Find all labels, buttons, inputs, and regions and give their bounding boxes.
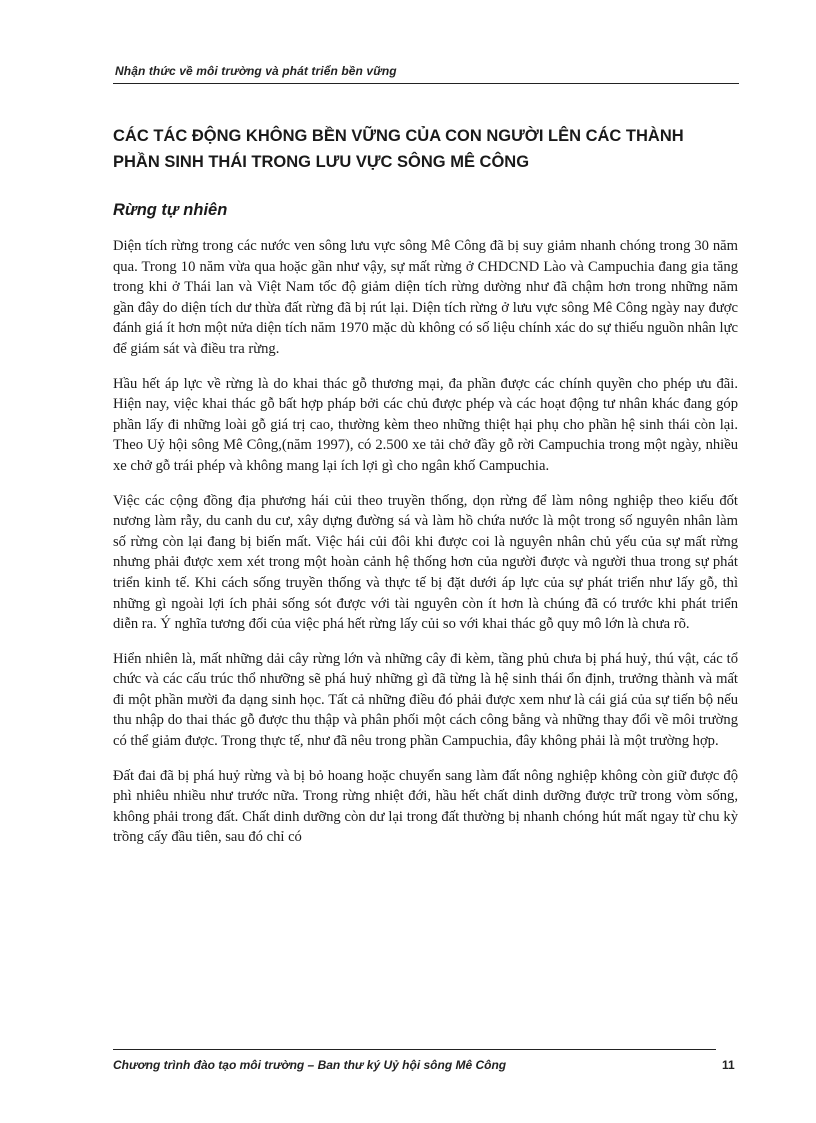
chapter-title (113, 123, 753, 175)
paragraph: Đất đai đã bị phá huỷ rừng và bị bỏ hoang hoặc chuyển sang làm đất nông nghiệp không còn giữ được độ phì nhiêu nhiều như trước nữa. Trong rừng nhiệt đới, hầu hết chất dinh dưỡng được trữ trong vòm sống, không phải trong đất. Chất dinh dưỡng còn dư lại trong đất thường bị nhanh chóng hút mất ngay từ chu kỳ trồng cấy đầu tiên, sau đó chỉ có (113, 767, 738, 846)
running-header: Nhận thức về môi trường và phát triển bền vững (115, 64, 397, 78)
page-number: 11 (722, 1058, 735, 1072)
paragraph: Diện tích rừng trong các nước ven sông lưu vực sông Mê Công đã bị suy giảm nhanh chóng trong 30 năm qua. Trong 10 năm vừa qua hoặc gần như vậy, sự mất rừng ở CHDCND Lào và Campuchia đang gia tăng trong khi ở Thái lan và Việt Nam tốc độ giảm diện tích rừng dường như đã chậm hơn trong những năm gần đây do diện tích dư thừa đất rừng đã bị rút lại. Diện tích rừng ở lưu vực sông Mê Công ngày nay được đánh giá ít hơn một nửa diện tích năm 1970 mặc dù không có số liệu chính xác do sự thiếu nguồn nhân lực để giám sát và điều tra rừng. (113, 238, 738, 357)
section-heading: Rừng tự nhiên (113, 201, 228, 219)
chapter-title-line-2: PHẦN SINH THÁI TRONG LƯU VỰC SÔNG MÊ CÔNG (113, 153, 530, 171)
paragraph: Hiển nhiên là, mất những dải cây rừng lớn và những cây đi kèm, tầng phủ chưa bị phá huỷ, thú vật, các tổ chức và các cấu trúc thổ nhưỡng sẽ phá huỷ những gì đã từng là hệ sinh thái ổn định, trưởng thành và mất đi một phần mười đa dạng sinh học. Tất cả những điều đó phải được xem như là cái giá của sự tiến bộ nếu thu nhập do thai thác gỗ được thu thập và phân phối một cách công bằng và những thay đổi về môi trường có thể giảm được. Trong thực tế, như đã nêu trong phần Campuchia, đây không phải là một trường hợp. (113, 650, 738, 750)
footer-text: Chương trình đào tạo môi trường – Ban thư ký Uỷ hội sông Mê Công (113, 1058, 507, 1072)
footer-divider (113, 1049, 716, 1050)
body-text (113, 236, 738, 862)
header-divider (113, 83, 739, 84)
chapter-title-line-1: CÁC TÁC ĐỘNG KHÔNG BỀN VỮNG CỦA CON NGƯỜI LÊN CÁC THÀNH (113, 127, 684, 145)
paragraph: Hầu hết áp lực về rừng là do khai thác gỗ thương mại, đa phần được các chính quyền cho phép ưu đãi. Hiện nay, việc khai thác gỗ bất hợp pháp bởi các chủ được phép và các hoạt động tư nhân khác đang góp phần lấy đi những loài gỗ giá trị cao, thường kèm theo những thiệt hại phụ cho phần hệ sinh thái còn lại. Theo Uỷ hội sông Mê Công,(năm 1997), có 2.500 xe tải chở đầy gỗ rời Campuchia trong một ngày, nhiều xe chở gỗ trái phép và không mang lại ích lợi gì cho ngân khố Campuchia. (113, 375, 738, 474)
paragraph: Việc các cộng đồng địa phương hái củi theo truyền thống, dọn rừng để làm nông nghiệp theo kiểu đốt nương làm rẫy, du canh du cư, xây dựng đường sá và làm hồ chứa nước là một trong số nguyên nhân làm số rừng còn lại đang bị biến mất. Việc hái củi đôi khi được coi là nguyên nhân chủ yếu của sự mất rừng nhưng phải được xem xét trong một hoàn cảnh hệ thống hơn của người được và người thua trong sự phát triển kinh tế. Khi cách sống truyền thống và thực tế bị đặt dưới áp lực của sự phát triển như lấy gỗ, thì những gì ngoài lợi ích phải sống sót được với tài nguyên còn ít hơn là chúng đã có trước khi phát triển diễn ra. Ý nghĩa tương đối của việc phá hết rừng lấy củi so với khai thác gỗ quy mô lớn là chưa rõ. (113, 492, 738, 633)
